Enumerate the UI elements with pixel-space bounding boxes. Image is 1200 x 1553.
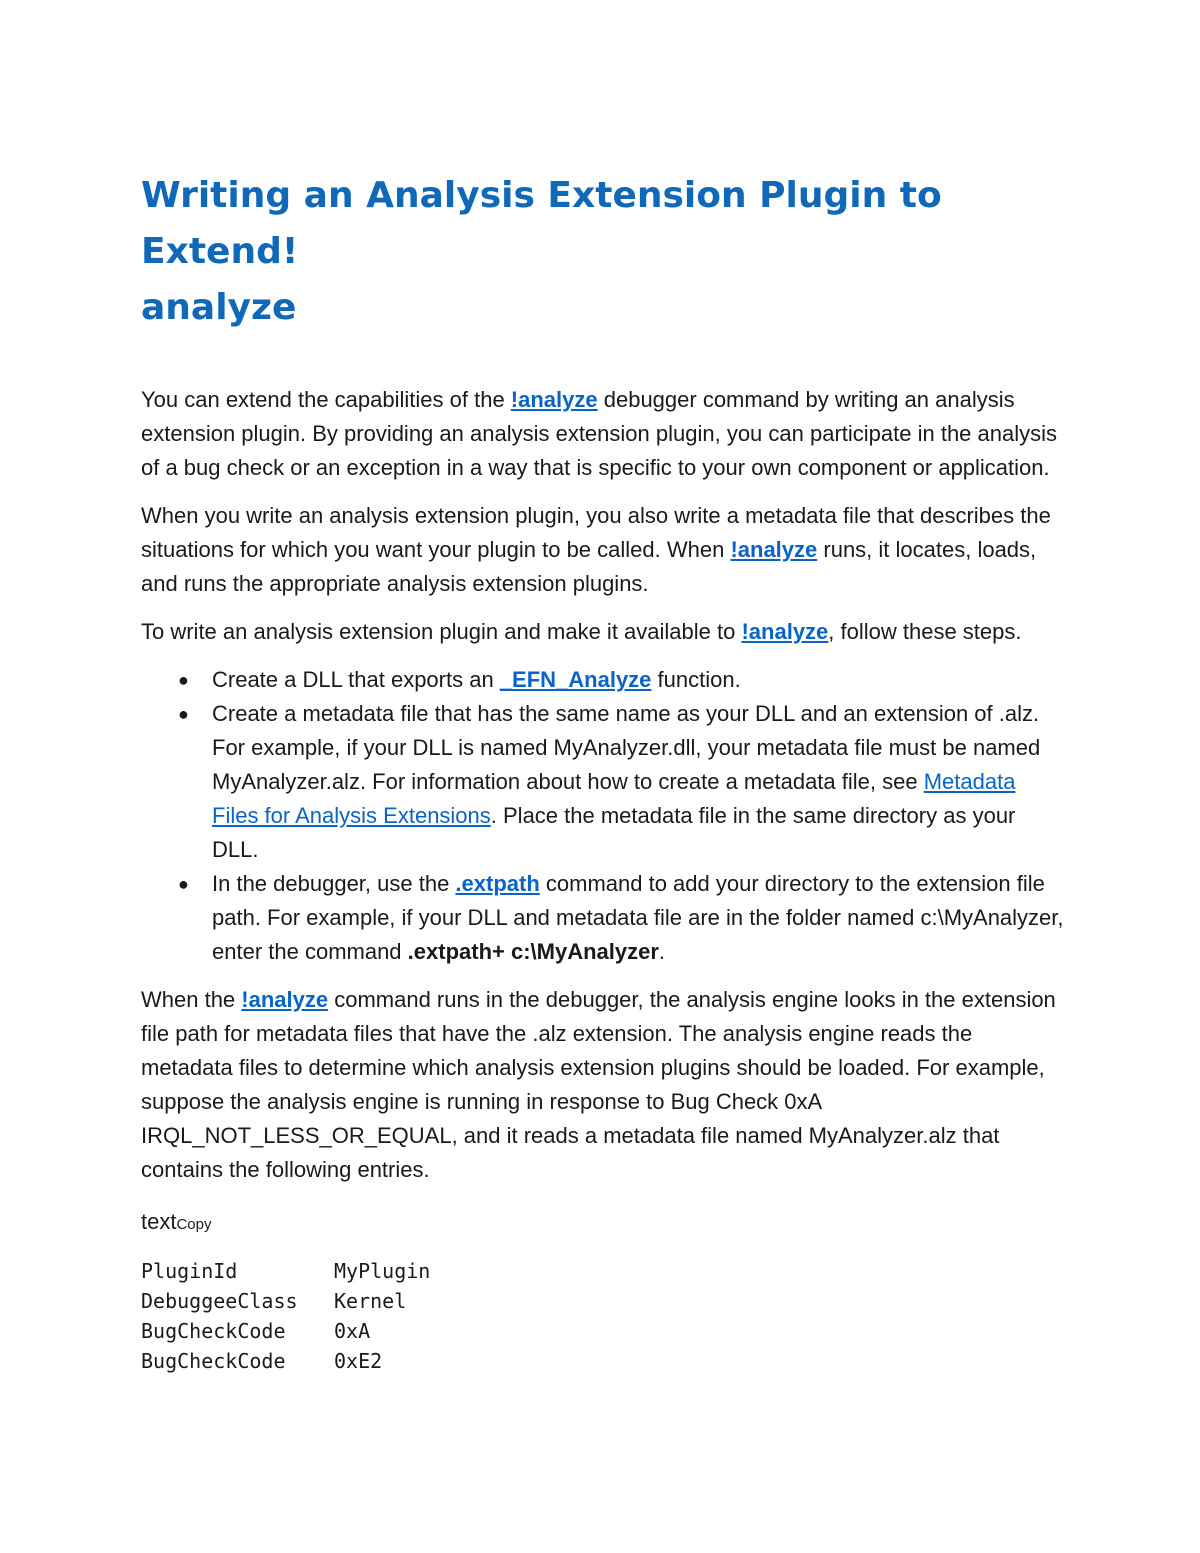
code-key: DebuggeeClass (141, 1289, 298, 1313)
step-text-before: Create a metadata file that has the same name as your DLL and an extension of .alz. For example, if your DLL is named MyAnalyzer.dll, your metadata file must be named MyAnalyzer.alz. For information about how to create a metadata file, see (212, 701, 1041, 794)
engine-text-before: When the (141, 987, 242, 1012)
step-text-middle: command to add your directory to the extension file path. For example, if your DLL and metadata file are in the folder named c:\MyAnalyzer, enter the command (212, 871, 1064, 964)
intro-text-after: debugger command by writing an analysis extension plugin. By providing an analysis extension plugin, you can participate in the analysis of a bug check or an exception in a way that is specific to your own component or application. (141, 387, 1058, 480)
page-title-line1: Writing an Analysis Extension Plugin to Extend! (141, 175, 942, 272)
step-text-after: . (658, 939, 666, 964)
page-title (141, 168, 1066, 336)
code-line (141, 1256, 1066, 1286)
engine-paragraph (141, 983, 1066, 1187)
intro-text-before: You can extend the capabilities of the (141, 387, 511, 412)
metadata-files-link[interactable]: Metadata Files for Analysis Extensions (212, 769, 1016, 828)
code-line (141, 1346, 1066, 1376)
code-value: 0xA (334, 1319, 371, 1343)
metadata-text-after: runs, it locates, loads, and runs the appropriate analysis extension plugins. (141, 537, 1037, 596)
steps-intro-paragraph (141, 615, 1066, 649)
list-item (178, 867, 1066, 969)
steps-intro-text-before: To write an analysis extension plugin and make it available to (141, 619, 742, 644)
steps-intro-text-after: , follow these steps. (828, 619, 1022, 644)
extpath-command: .extpath+ c:\MyAnalyzer (407, 939, 659, 964)
document-page (141, 168, 1066, 1376)
code-key: BugCheckCode (141, 1349, 286, 1373)
code-block (141, 1256, 1066, 1376)
code-value: MyPlugin (334, 1259, 431, 1283)
copy-button[interactable]: Copy (176, 1216, 212, 1233)
analyze-link[interactable]: !analyze (241, 987, 329, 1012)
steps-list (141, 663, 1066, 969)
step-text-after: function. (651, 667, 741, 692)
bullet-icon: ● (178, 704, 189, 724)
step-text-before: Create a DLL that exports an (212, 667, 500, 692)
page-title-line2: analyze (141, 287, 297, 328)
code-line (141, 1316, 1066, 1346)
analyze-link[interactable]: !analyze (741, 619, 829, 644)
code-value: Kernel (334, 1289, 407, 1313)
metadata-paragraph (141, 499, 1066, 601)
list-item (178, 663, 1066, 697)
list-item (178, 697, 1066, 867)
bullet-icon: ● (178, 670, 189, 690)
intro-paragraph (141, 383, 1066, 485)
extpath-link[interactable]: .extpath (455, 871, 540, 896)
step-text-after: . Place the metadata file in the same directory as your DLL. (212, 803, 1016, 862)
analyze-link[interactable]: !analyze (730, 537, 818, 562)
code-language-label: text (141, 1209, 177, 1234)
code-header (141, 1205, 1066, 1242)
metadata-text-before: When you write an analysis extension plugin, you also write a metadata file that describes the situations for which you want your plugin to be called. When (141, 503, 1051, 562)
code-line (141, 1286, 1066, 1316)
bullet-icon: ● (178, 874, 189, 894)
engine-text-after: command runs in the debugger, the analysis engine looks in the extension file path for metadata files that have the .alz extension. The analysis engine reads the metadata files to determine which analysis extension plugins should be loaded. For example, suppose the analysis engine is running in response to Bug Check 0xA IRQL_NOT_LESS_OR_EQUAL, and it reads a metadata file named MyAnalyzer.alz that contains the following entries. (141, 987, 1056, 1182)
analyze-link[interactable]: !analyze (510, 387, 598, 412)
code-value: 0xE2 (334, 1349, 383, 1373)
code-key: PluginId (141, 1259, 238, 1283)
step-text-before: In the debugger, use the (212, 871, 456, 896)
efn-analyze-link[interactable]: _EFN_Analyze (499, 667, 652, 692)
code-key: BugCheckCode (141, 1319, 286, 1343)
